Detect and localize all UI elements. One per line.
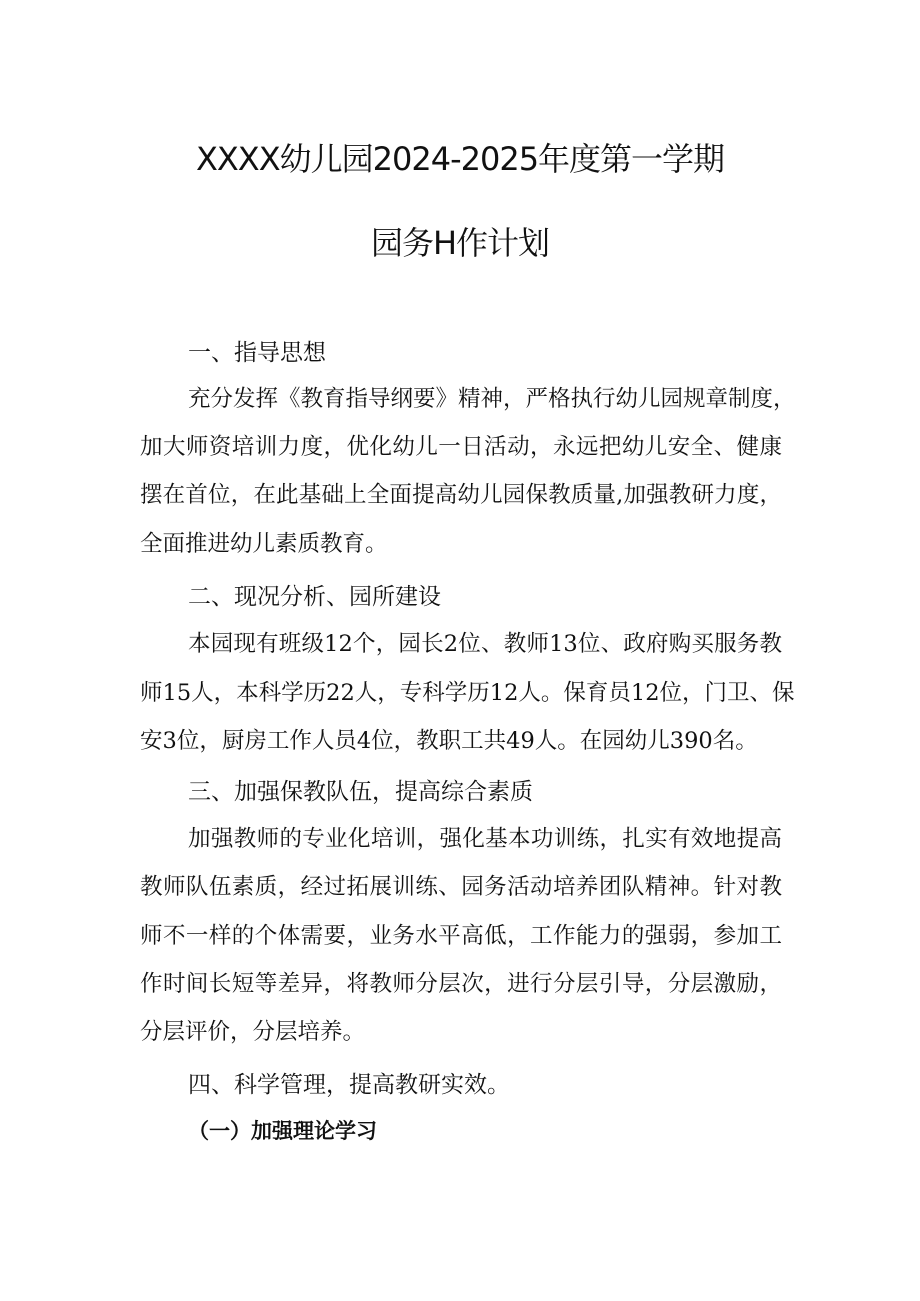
section-heading-status-analysis: 二、现况分析、园所建设: [188, 584, 441, 610]
subsection-heading-theory-study: （一）加强理论学习: [188, 1118, 377, 1143]
paragraph-line: 师15人，本科学历22人，专科学历12人。保育员12位，门卫、保: [140, 680, 795, 706]
paragraph-line: 作时间长短等差异，将教师分层次，进行分层引导，分层激励，: [140, 971, 782, 997]
paragraph-line: 全面推进幼儿素质教育。: [140, 531, 388, 557]
paragraph-line: 摆在首位，在此基础上全面提高幼儿园保教质量,加强教研力度，: [140, 482, 782, 508]
section-heading-scientific-management: 四、科学管理，提高教研实效。: [188, 1072, 510, 1098]
document-title-line-2: 园务H作计划: [370, 224, 550, 262]
paragraph-line: 教师队伍素质，经过拓展训练、园务活动培养团队精神。针对教: [140, 874, 782, 900]
section-heading-guiding-ideology: 一、指导思想: [188, 340, 326, 366]
paragraph-line: 加强教师的专业化培训，强化基本功训练，扎实有效地提高: [188, 826, 782, 852]
paragraph-line: 本园现有班级12个，园长2位、教师13位、政府购买服务教: [188, 631, 782, 657]
section-heading-teaching-staff: 三、加强保教队伍，提高综合素质: [188, 779, 533, 805]
paragraph-line: 加大师资培训力度，优化幼儿一日活动，永远把幼儿安全、健康: [140, 434, 782, 460]
paragraph-line: 分层评价，分层培养。: [140, 1019, 366, 1045]
paragraph-line: 师不一样的个体需要，业务水平高低，工作能力的强弱，参加工: [140, 923, 782, 949]
paragraph-line: 安3位，厨房工作人员4位，教职工共49人。在园幼儿390名。: [140, 728, 758, 754]
paragraph-line: 充分发挥《教育指导纲要》精神，严格执行幼儿园规章制度，: [188, 386, 796, 412]
document-title-line-1: XXXX幼儿园2024-2025年度第一学期: [195, 140, 725, 178]
